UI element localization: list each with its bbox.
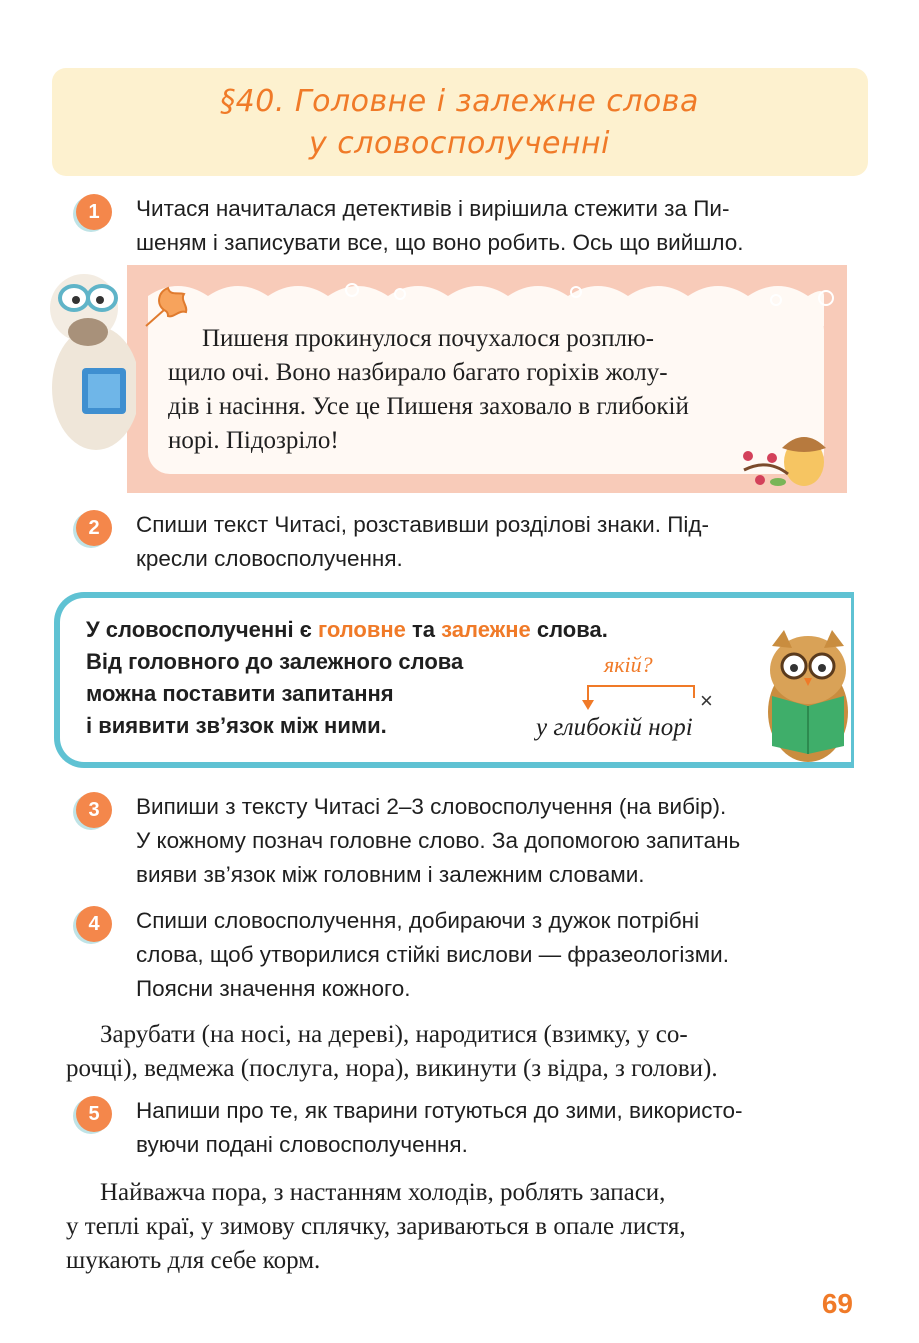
task5-text xyxy=(136,1094,856,1162)
owl-character-icon xyxy=(762,626,854,766)
task1-text xyxy=(136,192,856,260)
story-text xyxy=(168,322,808,458)
task-number-4: 4 xyxy=(76,906,112,942)
page-title-line2: у словосполученні xyxy=(309,126,610,161)
task4-line2: слова, щоб утворилися стійкі вислови — фразеологізми. xyxy=(136,942,729,967)
task4-text xyxy=(136,904,856,1006)
task4-phrases xyxy=(66,1018,856,1086)
task1-line2: шеням і записувати все, що воно робить. Ось що вийшло. xyxy=(136,230,744,255)
story-line1: Пишеня прокинулося почухалося розплю- xyxy=(202,325,655,352)
task5-line2: вуючи подані словосполучення. xyxy=(136,1132,468,1157)
page-number: 69 xyxy=(821,1288,853,1319)
rule-line3: можна поставити запитання xyxy=(86,681,394,706)
task5-phrases-line3: шукають для себе корм. xyxy=(66,1247,321,1274)
rule-line1-part2: та xyxy=(405,617,442,642)
task5-phrases-line1: Найважча пора, з настанням холодів, роблять запаси, xyxy=(100,1179,666,1206)
sheep-character-icon xyxy=(44,268,136,458)
page-title-line1: §40. Головне і залежне слова xyxy=(220,84,699,119)
example-question: якій? xyxy=(604,652,653,677)
task4-phrases-line1: Зарубати (на носі, на дереві), народитися (взимку, у со- xyxy=(100,1021,688,1048)
task3-line2: У кожному познач головне слово. За допомогою запитань xyxy=(136,828,741,853)
task5-phrases-line2: у теплі краї, у зимову сплячку, зариваються в опале листя, xyxy=(66,1213,686,1240)
rule-keyword-dependent: залежне xyxy=(441,617,531,642)
task2-line2: кресли словосполучення. xyxy=(136,546,403,571)
task3-line1: Випиши з тексту Читасі 2–3 словосполучення (на вибір). xyxy=(136,794,727,819)
rule-line1 xyxy=(86,614,706,646)
task-number-2: 2 xyxy=(76,510,112,546)
task-number-1: 1 xyxy=(76,194,112,230)
dependency-arrow-icon xyxy=(578,680,708,712)
task4-line1: Спиши словосполучення, добираючи з дужок потрібні xyxy=(136,908,700,933)
task2-line1: Спиши текст Читасі, розставивши розділові знаки. Під- xyxy=(136,512,710,537)
rule-line2: Від головного до залежного слова xyxy=(86,649,464,674)
rule-keyword-head: головне xyxy=(317,617,406,642)
rule-line1-part1: У словосполученні є xyxy=(86,617,318,642)
head-word-marker: × xyxy=(700,688,713,713)
story-line2: щило очі. Воно назбирало багато горіхів жолу- xyxy=(168,359,668,386)
task4-line3: Поясни значення кожного. xyxy=(136,976,411,1001)
task-number-3: 3 xyxy=(76,792,112,828)
rule-line1-part3: слова. xyxy=(530,617,608,642)
task1-line1: Читася начиталася детективів і вирішила стежити за Пи- xyxy=(136,196,730,221)
task-number-5: 5 xyxy=(76,1096,112,1132)
bubble-dots-decoration xyxy=(340,278,840,318)
rule-line4: і виявити зв’язок між ними. xyxy=(86,713,387,738)
story-line4: норі. Підозріло! xyxy=(168,427,339,454)
task4-phrases-line2: рочці), ведмежа (послуга, нора), викинути (з відра, з голови). xyxy=(66,1055,718,1082)
task2-text xyxy=(136,508,856,576)
example-phrase: у глибокій норі xyxy=(536,714,693,741)
task5-line1: Напиши про те, як тварини готуються до зими, використо- xyxy=(136,1098,743,1123)
story-line3: дів і насіння. Усе це Пишеня заховало в глибокій xyxy=(168,393,689,420)
task5-phrases xyxy=(66,1176,856,1278)
task3-text xyxy=(136,790,856,892)
task3-line3: вияви зв’язок між головним і залежним словами. xyxy=(136,862,645,887)
